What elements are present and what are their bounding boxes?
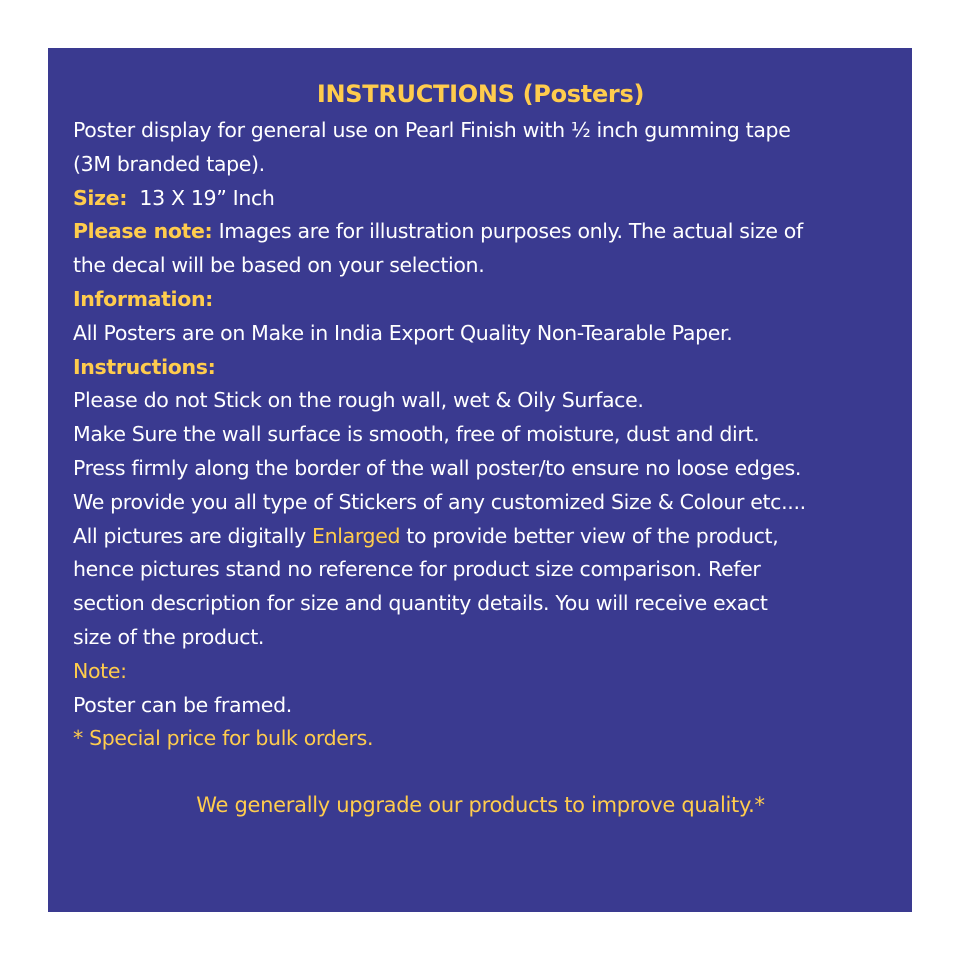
size-value: 13 X 19” Inch: [139, 185, 275, 210]
pictures-before: All pictures are digitally: [73, 523, 313, 548]
intro-line-1: Poster display for general use on Pearl Finish with ½ inch gumming tape: [73, 118, 791, 142]
pictures-line-1: [73, 520, 888, 554]
size-label: Size:: [73, 185, 128, 210]
instruction-item: Make Sure the wall surface is smooth, free of moisture, dust and dirt.: [73, 422, 760, 447]
pictures-after: to provide better view of the product,: [400, 523, 779, 548]
note-label: Note:: [73, 658, 127, 683]
note-line-1: Poster can be framed.: [73, 692, 292, 717]
please-note-line-2: the decal will be based on your selection.: [73, 253, 485, 278]
footer-text: We generally upgrade our products to improve quality.*: [196, 793, 765, 818]
instruction-item: Press firmly along the border of the wall poster/to ensure no loose edges.: [73, 455, 801, 480]
please-note-label: Please note:: [73, 219, 213, 244]
instructions-panel: [48, 48, 912, 912]
please-note-line-1: Images are for illustration purposes only. The actual size of: [218, 219, 803, 244]
instructions-label: Instructions:: [73, 354, 216, 379]
please-note-row: [73, 215, 888, 249]
information-label: Information:: [73, 286, 214, 311]
special-price-note: * Special price for bulk orders.: [73, 726, 374, 751]
intro-line-2: (3M branded tape).: [73, 151, 265, 176]
size-row: [73, 182, 888, 216]
instruction-item: We provide you all type of Stickers of any customized Size & Colour etc....: [73, 489, 806, 514]
instructions-body: [73, 114, 888, 756]
page-title: INSTRUCTIONS (Posters): [316, 80, 645, 108]
pictures-line-4: size of the product.: [73, 624, 265, 649]
pictures-line-2: hence pictures stand no reference for product size comparison. Refer: [73, 557, 761, 582]
pictures-line-3: section description for size and quantity details. You will receive exact: [73, 591, 768, 616]
instruction-item: Please do not Stick on the rough wall, wet & Oily Surface.: [73, 388, 644, 413]
enlarged-highlight: Enlarged: [312, 523, 401, 548]
information-line-1: All Posters are on Make in India Export Quality Non-Tearable Paper.: [73, 320, 733, 345]
